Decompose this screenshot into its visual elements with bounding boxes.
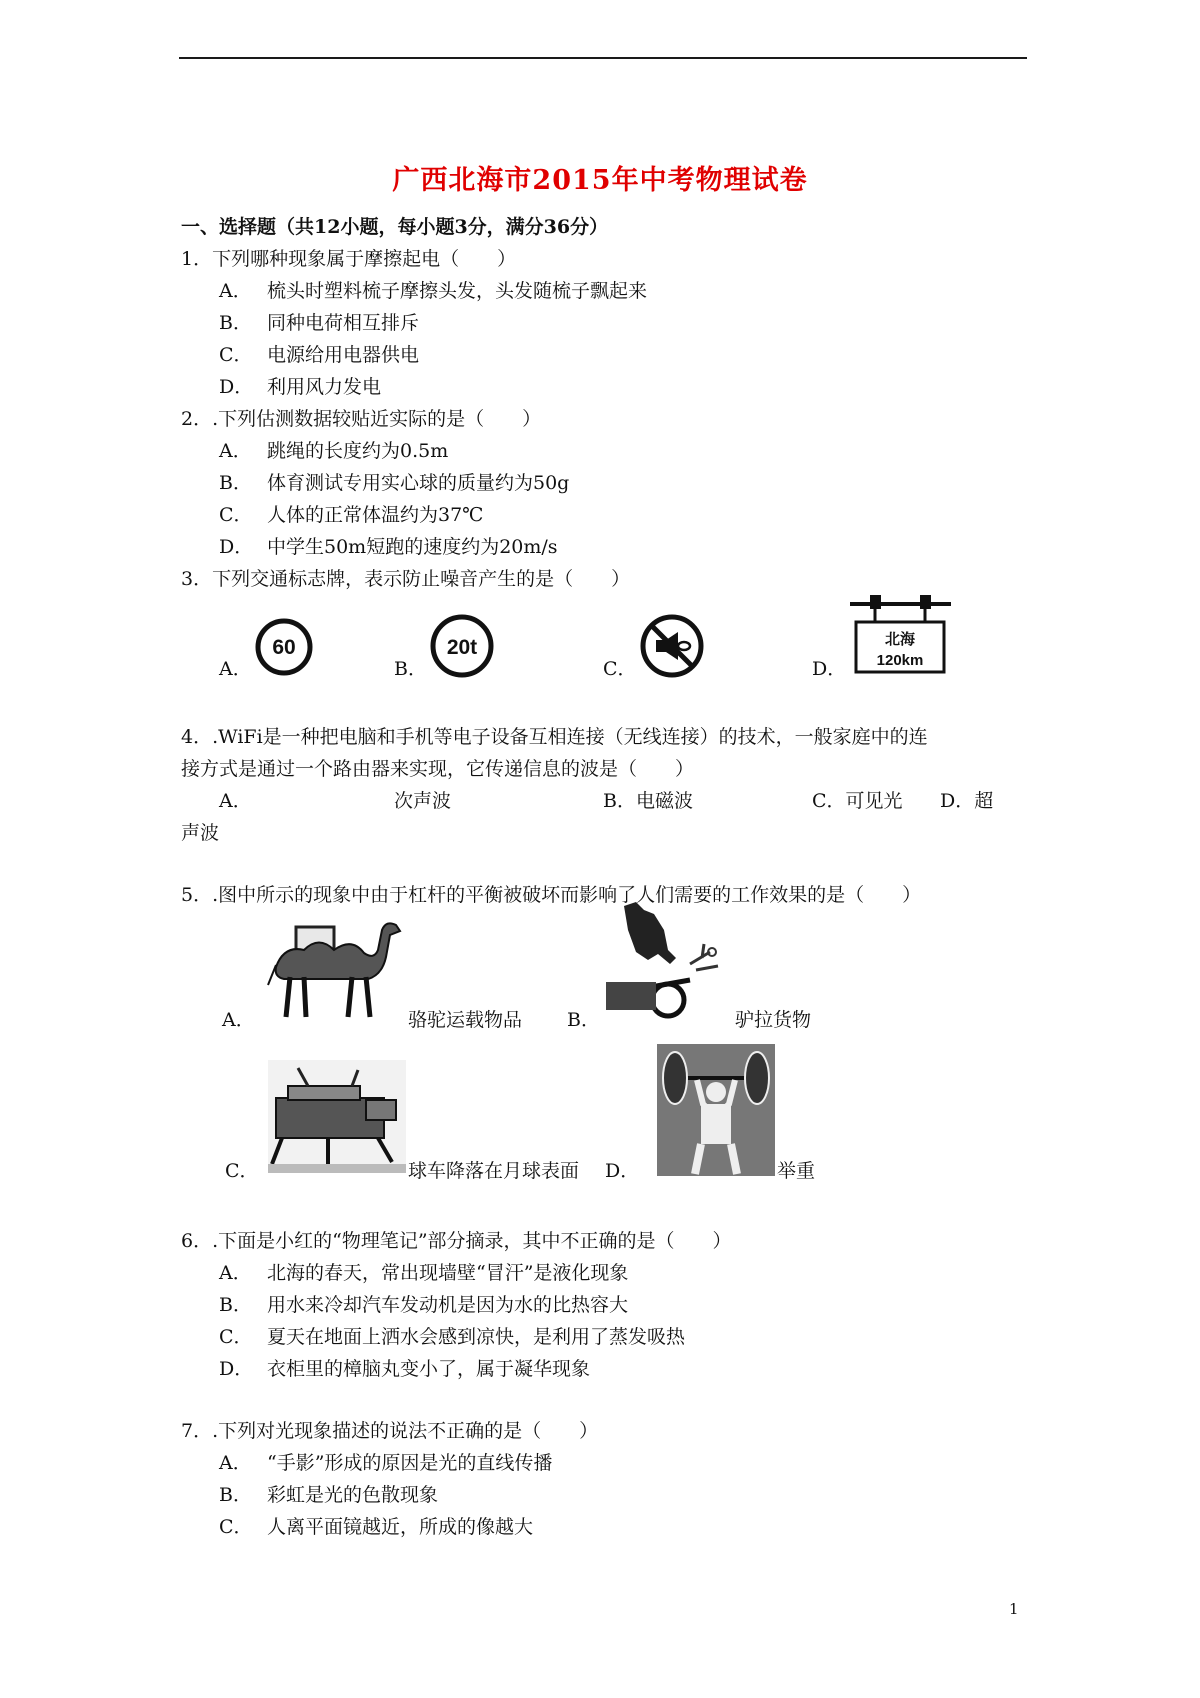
option-text: 电源给用电器供电 — [267, 344, 420, 366]
option-label: C． — [219, 504, 253, 526]
option-text: 衣柜里的樟脑丸变小了，属于凝华现象 — [267, 1358, 591, 1380]
option-label: B． — [219, 1484, 252, 1506]
question-7-stem: 7．.下列对光现象描述的说法不正确的是（ ） — [181, 1420, 599, 1442]
question-5-text-d: 举重 — [777, 1160, 816, 1182]
sign-a-text: 60 — [272, 636, 296, 659]
donkey-cart-image[interactable] — [606, 900, 724, 1020]
question-5-label-b[interactable]: B． — [567, 1009, 600, 1031]
question-4-line-2: 接方式是通过一个路由器来实现，它传递信息的波是（ ） — [181, 758, 695, 780]
option-label: B． — [219, 1294, 252, 1316]
question-1-option-b[interactable] — [219, 308, 419, 335]
option-text: 人离平面镜越近，所成的像越大 — [267, 1516, 534, 1538]
option-label: A． — [219, 440, 252, 462]
question-5-label-d[interactable]: D． — [605, 1160, 640, 1182]
option-text: “手影”形成的原因是光的直线传播 — [267, 1452, 553, 1474]
weightlifting-image[interactable] — [657, 1044, 775, 1176]
question-5-stem: 5．.图中所示的现象中由于杠杆的平衡被破坏而影响了人们需要的工作效果的是（ ） — [181, 884, 922, 906]
question-1-option-d[interactable] — [219, 372, 381, 399]
question-2-option-a[interactable] — [219, 436, 448, 463]
option-text: 梳头时塑料梳子摩擦头发，头发随梳子飘起来 — [267, 280, 648, 302]
question-2-option-c[interactable] — [219, 500, 483, 527]
question-4-option-c[interactable]: C．可见光 — [812, 790, 903, 812]
option-text: 中学生50m短跑的速度约为20m/s — [267, 536, 558, 558]
header-rule — [179, 57, 1027, 59]
question-5-label-a[interactable]: A． — [222, 1009, 255, 1031]
camel-cargo-image[interactable] — [264, 905, 409, 1020]
speed-limit-sign-icon[interactable] — [254, 617, 314, 677]
question-6-option-d[interactable] — [219, 1354, 590, 1381]
sign-d-line1: 北海 — [884, 630, 916, 648]
option-text: 夏天在地面上洒水会感到凉快，是利用了蒸发吸热 — [267, 1326, 686, 1348]
question-1-option-a[interactable] — [219, 276, 647, 303]
option-label: C． — [219, 1516, 253, 1538]
option-label: A． — [219, 1262, 252, 1284]
option-label: B． — [219, 312, 252, 334]
option-text: 利用风力发电 — [267, 376, 382, 398]
question-1-option-c[interactable] — [219, 340, 419, 367]
option-text: 人体的正常体温约为37℃ — [267, 504, 484, 526]
question-5-text-a: 骆驼运载物品 — [408, 1009, 523, 1031]
option-text: 体育测试专用实心球的质量约为50g — [267, 472, 570, 494]
sign-b-text: 20t — [446, 636, 478, 659]
question-6-option-b[interactable] — [219, 1290, 628, 1317]
question-5-text-c: 球车降落在月球表面 — [408, 1160, 580, 1182]
question-6-option-c[interactable] — [219, 1322, 685, 1349]
option-label: D． — [219, 376, 254, 398]
question-4-option-b[interactable]: B．电磁波 — [603, 790, 693, 812]
question-3-label-b[interactable]: B． — [394, 658, 427, 680]
question-1-stem: 1．下列哪种现象属于摩擦起电（ ） — [181, 248, 517, 270]
option-label: D． — [219, 1358, 254, 1380]
option-label: A． — [219, 280, 252, 302]
question-4-option-d-wrap: 声波 — [181, 822, 220, 844]
option-text: 同种电荷相互排斥 — [267, 312, 420, 334]
section-heading: 一、选择题（共12小题，每小题3分，满分36分） — [181, 216, 609, 238]
question-2-option-d[interactable] — [219, 532, 558, 559]
option-label: D． — [219, 536, 254, 558]
question-5-label-c[interactable]: C． — [225, 1160, 259, 1182]
no-honking-sign-icon[interactable] — [638, 612, 706, 680]
question-4-option-d[interactable]: D．超 — [940, 790, 994, 812]
question-5-text-b: 驴拉货物 — [735, 1009, 812, 1031]
question-3-stem: 3．下列交通标志牌，表示防止噪音产生的是（ ） — [181, 568, 631, 590]
option-label: C． — [219, 1326, 253, 1348]
question-7-option-c[interactable] — [219, 1512, 533, 1539]
question-6-option-a[interactable] — [219, 1258, 628, 1285]
page-number: 1 — [1009, 1600, 1019, 1618]
option-label: C． — [219, 344, 253, 366]
question-3-label-d[interactable]: D． — [812, 658, 847, 680]
option-text: 北海的春天，常出现墙壁“冒汗”是液化现象 — [267, 1262, 629, 1284]
question-6-stem: 6．.下面是小红的“物理笔记”部分摘录，其中不正确的是（ ） — [181, 1230, 732, 1252]
exam-title: 广西北海市2015年中考物理试卷 — [392, 165, 808, 196]
distance-sign-icon[interactable] — [848, 592, 953, 678]
option-text: 跳绳的长度约为0.5m — [267, 440, 449, 462]
question-7-option-a[interactable] — [219, 1448, 552, 1475]
weight-limit-sign-icon[interactable] — [428, 612, 496, 680]
question-3-label-a[interactable]: A． — [219, 658, 252, 680]
question-3-label-c[interactable]: C． — [603, 658, 637, 680]
question-4-label-a[interactable]: A． — [219, 790, 252, 812]
option-label: B． — [219, 472, 252, 494]
option-label: A． — [219, 1452, 252, 1474]
question-2-stem: 2．.下列估测数据较贴近实际的是（ ） — [181, 408, 542, 430]
question-4-line-1: 4．.WiFi是一种把电脑和手机等电子设备互相连接（无线连接）的技术，一般家庭中的连 — [181, 726, 928, 748]
question-2-option-b[interactable] — [219, 468, 569, 495]
option-text: 彩虹是光的色散现象 — [267, 1484, 439, 1506]
sign-d-line2: 120km — [876, 652, 924, 669]
question-4-option-a[interactable]: 次声波 — [394, 790, 452, 812]
lunar-rover-image[interactable] — [268, 1060, 406, 1173]
question-7-option-b[interactable] — [219, 1480, 438, 1507]
option-text: 用水来冷却汽车发动机是因为水的比热容大 — [267, 1294, 629, 1316]
